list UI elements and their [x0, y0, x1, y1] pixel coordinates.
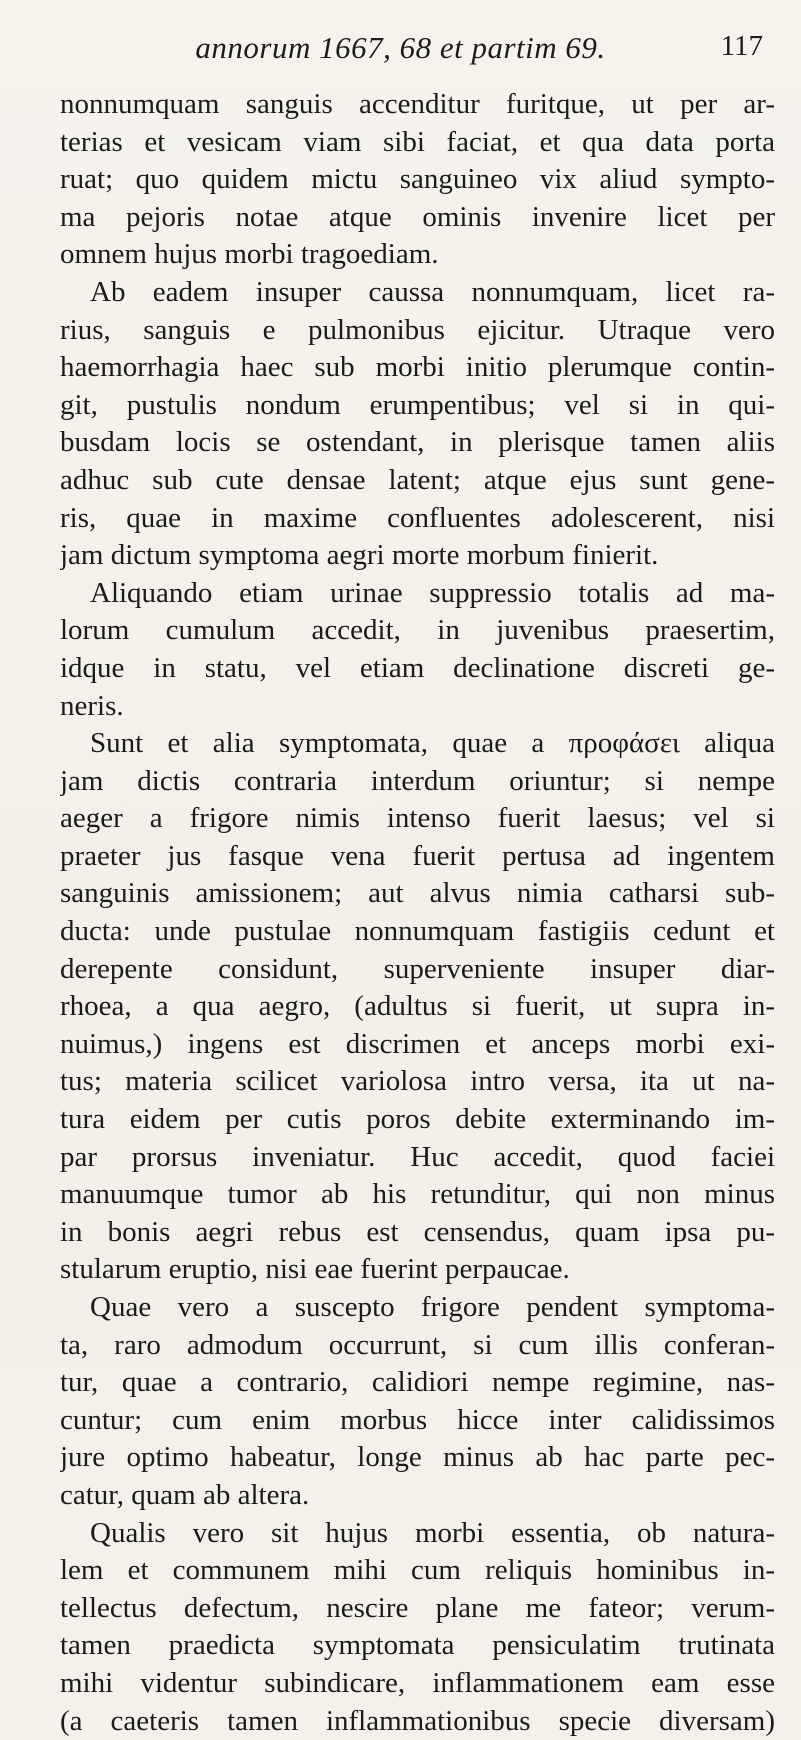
text-line: Sunt et alia symptomata, quae a προφάσει aliqua: [90, 727, 775, 760]
text-line: (a caeteris tamen inflammationibus specie diversam): [60, 1704, 775, 1737]
text-line: neris.: [60, 689, 124, 722]
running-head: [0, 14, 801, 64]
text-line: haemorrhagia haec sub morbi initio plerumque contin-: [60, 351, 775, 384]
text-line: jam dictum symptoma aegri morte morbum finierit.: [60, 539, 659, 572]
text-line: Qualis vero sit hujus morbi essentia, ob natura-: [90, 1516, 775, 1549]
text-line: nuimus,) ingens est discrimen et anceps morbi exi-: [60, 1027, 775, 1060]
text-line: stularum eruptio, nisi eae fuerint perpaucae.: [60, 1253, 570, 1286]
text-line: manuumque tumor ab his retunditur, qui non minus: [60, 1178, 775, 1211]
text-line: rhoea, a qua aegro, (adultus si fuerit, ut supra in-: [60, 990, 775, 1023]
text-line: adhuc sub cute densae latent; atque ejus sunt gene-: [60, 463, 775, 496]
text-line: derepente considunt, superveniente insuper diar-: [60, 952, 775, 985]
text-line: ruat; quo quidem mictu sanguineo vix aliud sympto-: [60, 163, 775, 196]
text-line: ta, raro admodum occurrunt, si cum illis conferan-: [60, 1328, 775, 1361]
text-line: tus; materia scilicet variolosa intro versa, ita ut na-: [60, 1065, 775, 1098]
text-line: praeter jus fasque vena fuerit pertusa ad ingentem: [60, 839, 775, 872]
text-line: ris, quae in maxime confluentes adolescerent, nisi: [60, 501, 775, 534]
text-line: idque in statu, vel etiam declinatione discreti ge-: [60, 651, 775, 684]
text-line: cuntur; cum enim morbus hicce inter calidissimos: [60, 1403, 775, 1436]
page-number: 117: [720, 30, 763, 62]
text-line: Ab eadem insuper caussa nonnumquam, licet ra-: [90, 275, 775, 308]
text-line: ducta: unde pustulae nonnumquam fastigiis cedunt et: [60, 915, 775, 948]
text-line: lem et communem mihi cum reliquis hominibus in-: [60, 1554, 775, 1587]
text-line: rius, sanguis e pulmonibus ejicitur. Utraque vero: [60, 313, 775, 346]
text-line: terias et vesicam viam sibi faciat, et qua data porta: [60, 125, 775, 158]
text-line: sanguinis amissionem; aut alvus nimia catharsi sub-: [60, 877, 775, 910]
body-text: [60, 86, 775, 1740]
text-line: lorum cumulum accedit, in juvenibus praesertim,: [60, 614, 775, 647]
text-line: nonnumquam sanguis accenditur furitque, ut per ar-: [60, 88, 775, 120]
text-line: mihi videntur subindicare, inflammationem eam esse: [60, 1666, 775, 1699]
text-line: tellectus defectum, nescire plane me fateor; verum-: [60, 1591, 775, 1624]
text-line: tura eidem per cutis poros debite exterminando im-: [60, 1103, 775, 1136]
text-line: git, pustulis nondum erumpentibus; vel si in qui-: [60, 388, 775, 421]
text-line: omnem hujus morbi tragoediam.: [60, 238, 439, 271]
text-line: in bonis aegri rebus est censendus, quam ipsa pu-: [60, 1215, 775, 1248]
text-line: Aliquando etiam urinae suppressio totalis ad ma-: [90, 576, 775, 609]
text-line: busdam locis se ostendant, in plerisque tamen aliis: [60, 426, 775, 459]
text-line: jure optimo habeatur, longe minus ab hac parte pec-: [60, 1441, 775, 1474]
text-line: ma pejoris notae atque ominis invenire licet per: [60, 200, 775, 233]
text-line: aeger a frigore nimis intenso fuerit laesus; vel si: [60, 802, 775, 835]
text-line: Quae vero a suscepto frigore pendent symptoma-: [90, 1291, 775, 1323]
text-line: catur, quam ab altera.: [60, 1478, 310, 1511]
text-line: tur, quae a contrario, calidiori nempe regimine, nas-: [60, 1366, 775, 1399]
running-title: annorum 1667, 68 et partim 69.: [195, 30, 606, 65]
text-line: par prorsus inveniatur. Huc accedit, quod faciei: [60, 1140, 775, 1173]
text-line: tamen praedicta symptomata pensiculatim trutinata: [60, 1629, 775, 1662]
text-line: jam dictis contraria interdum oriuntur; si nempe: [60, 764, 775, 797]
